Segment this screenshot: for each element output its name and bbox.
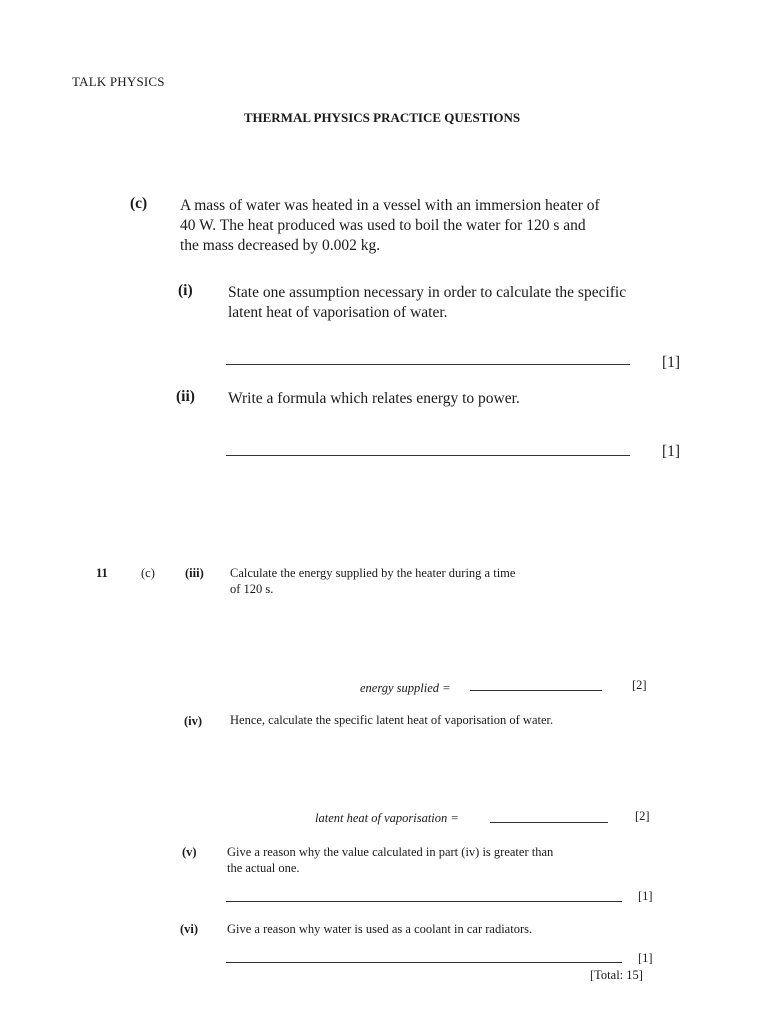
question-line: Give a reason why the value calculated in part (iv) is greater than	[227, 845, 554, 859]
latent-heat-label: latent heat of vaporisation =	[315, 811, 459, 825]
question-ii-label: (ii)	[176, 388, 195, 405]
question-number: 11	[96, 566, 108, 580]
answer-line-iii[interactable]	[470, 690, 602, 691]
mark-i: [1]	[662, 354, 681, 371]
question-i-label: (i)	[178, 282, 193, 299]
part-c-label: (c)	[130, 195, 148, 212]
question-iv-label: (iv)	[184, 714, 203, 728]
question-iii-text	[230, 565, 515, 597]
question-v-label: (v)	[182, 845, 197, 859]
question-line: the actual one.	[227, 861, 300, 875]
mark-v: [1]	[638, 889, 653, 903]
page-title: THERMAL PHYSICS PRACTICE QUESTIONS	[243, 110, 521, 125]
question-ii-text: Write a formula which relates energy to power.	[228, 390, 520, 407]
mark-iv: [2]	[635, 809, 650, 823]
answer-line-v[interactable]	[226, 901, 622, 902]
intro-line: 40 W. The heat produced was used to boil the water for 120 s and	[180, 217, 586, 234]
intro-line: the mass decreased by 0.002 kg.	[180, 237, 381, 254]
energy-supplied-label: energy supplied =	[360, 681, 451, 695]
mark-vi: [1]	[638, 951, 653, 965]
question-line: State one assumption necessary in order to calculate the specific	[228, 284, 627, 301]
question-v-text	[227, 844, 553, 876]
question-vi-label: (vi)	[180, 922, 199, 936]
question-i-text	[228, 283, 626, 323]
question-line: latent heat of vaporisation of water.	[228, 304, 448, 321]
question-iii-label: (iii)	[185, 566, 204, 580]
mark-iii: [2]	[632, 678, 647, 692]
total-marks: [Total: 15]	[590, 968, 643, 982]
intro-line: A mass of water was heated in a vessel with an immersion heater of	[180, 197, 600, 214]
mark-ii: [1]	[662, 443, 681, 460]
question-iv-text: Hence, calculate the specific latent heat of vaporisation of water.	[230, 713, 554, 727]
answer-line-vi[interactable]	[226, 962, 622, 963]
question-vi-text: Give a reason why water is used as a coolant in car radiators.	[227, 922, 533, 936]
answer-line-i[interactable]	[226, 364, 630, 365]
answer-line-iv[interactable]	[490, 822, 608, 823]
question-line: of 120 s.	[230, 582, 274, 596]
page-header: TALK PHYSICS	[72, 74, 165, 89]
part-c-label-2: (c)	[141, 566, 155, 580]
answer-line-ii[interactable]	[226, 455, 630, 456]
part-c-intro	[180, 196, 600, 256]
question-line: Calculate the energy supplied by the heater during a time	[230, 566, 516, 580]
